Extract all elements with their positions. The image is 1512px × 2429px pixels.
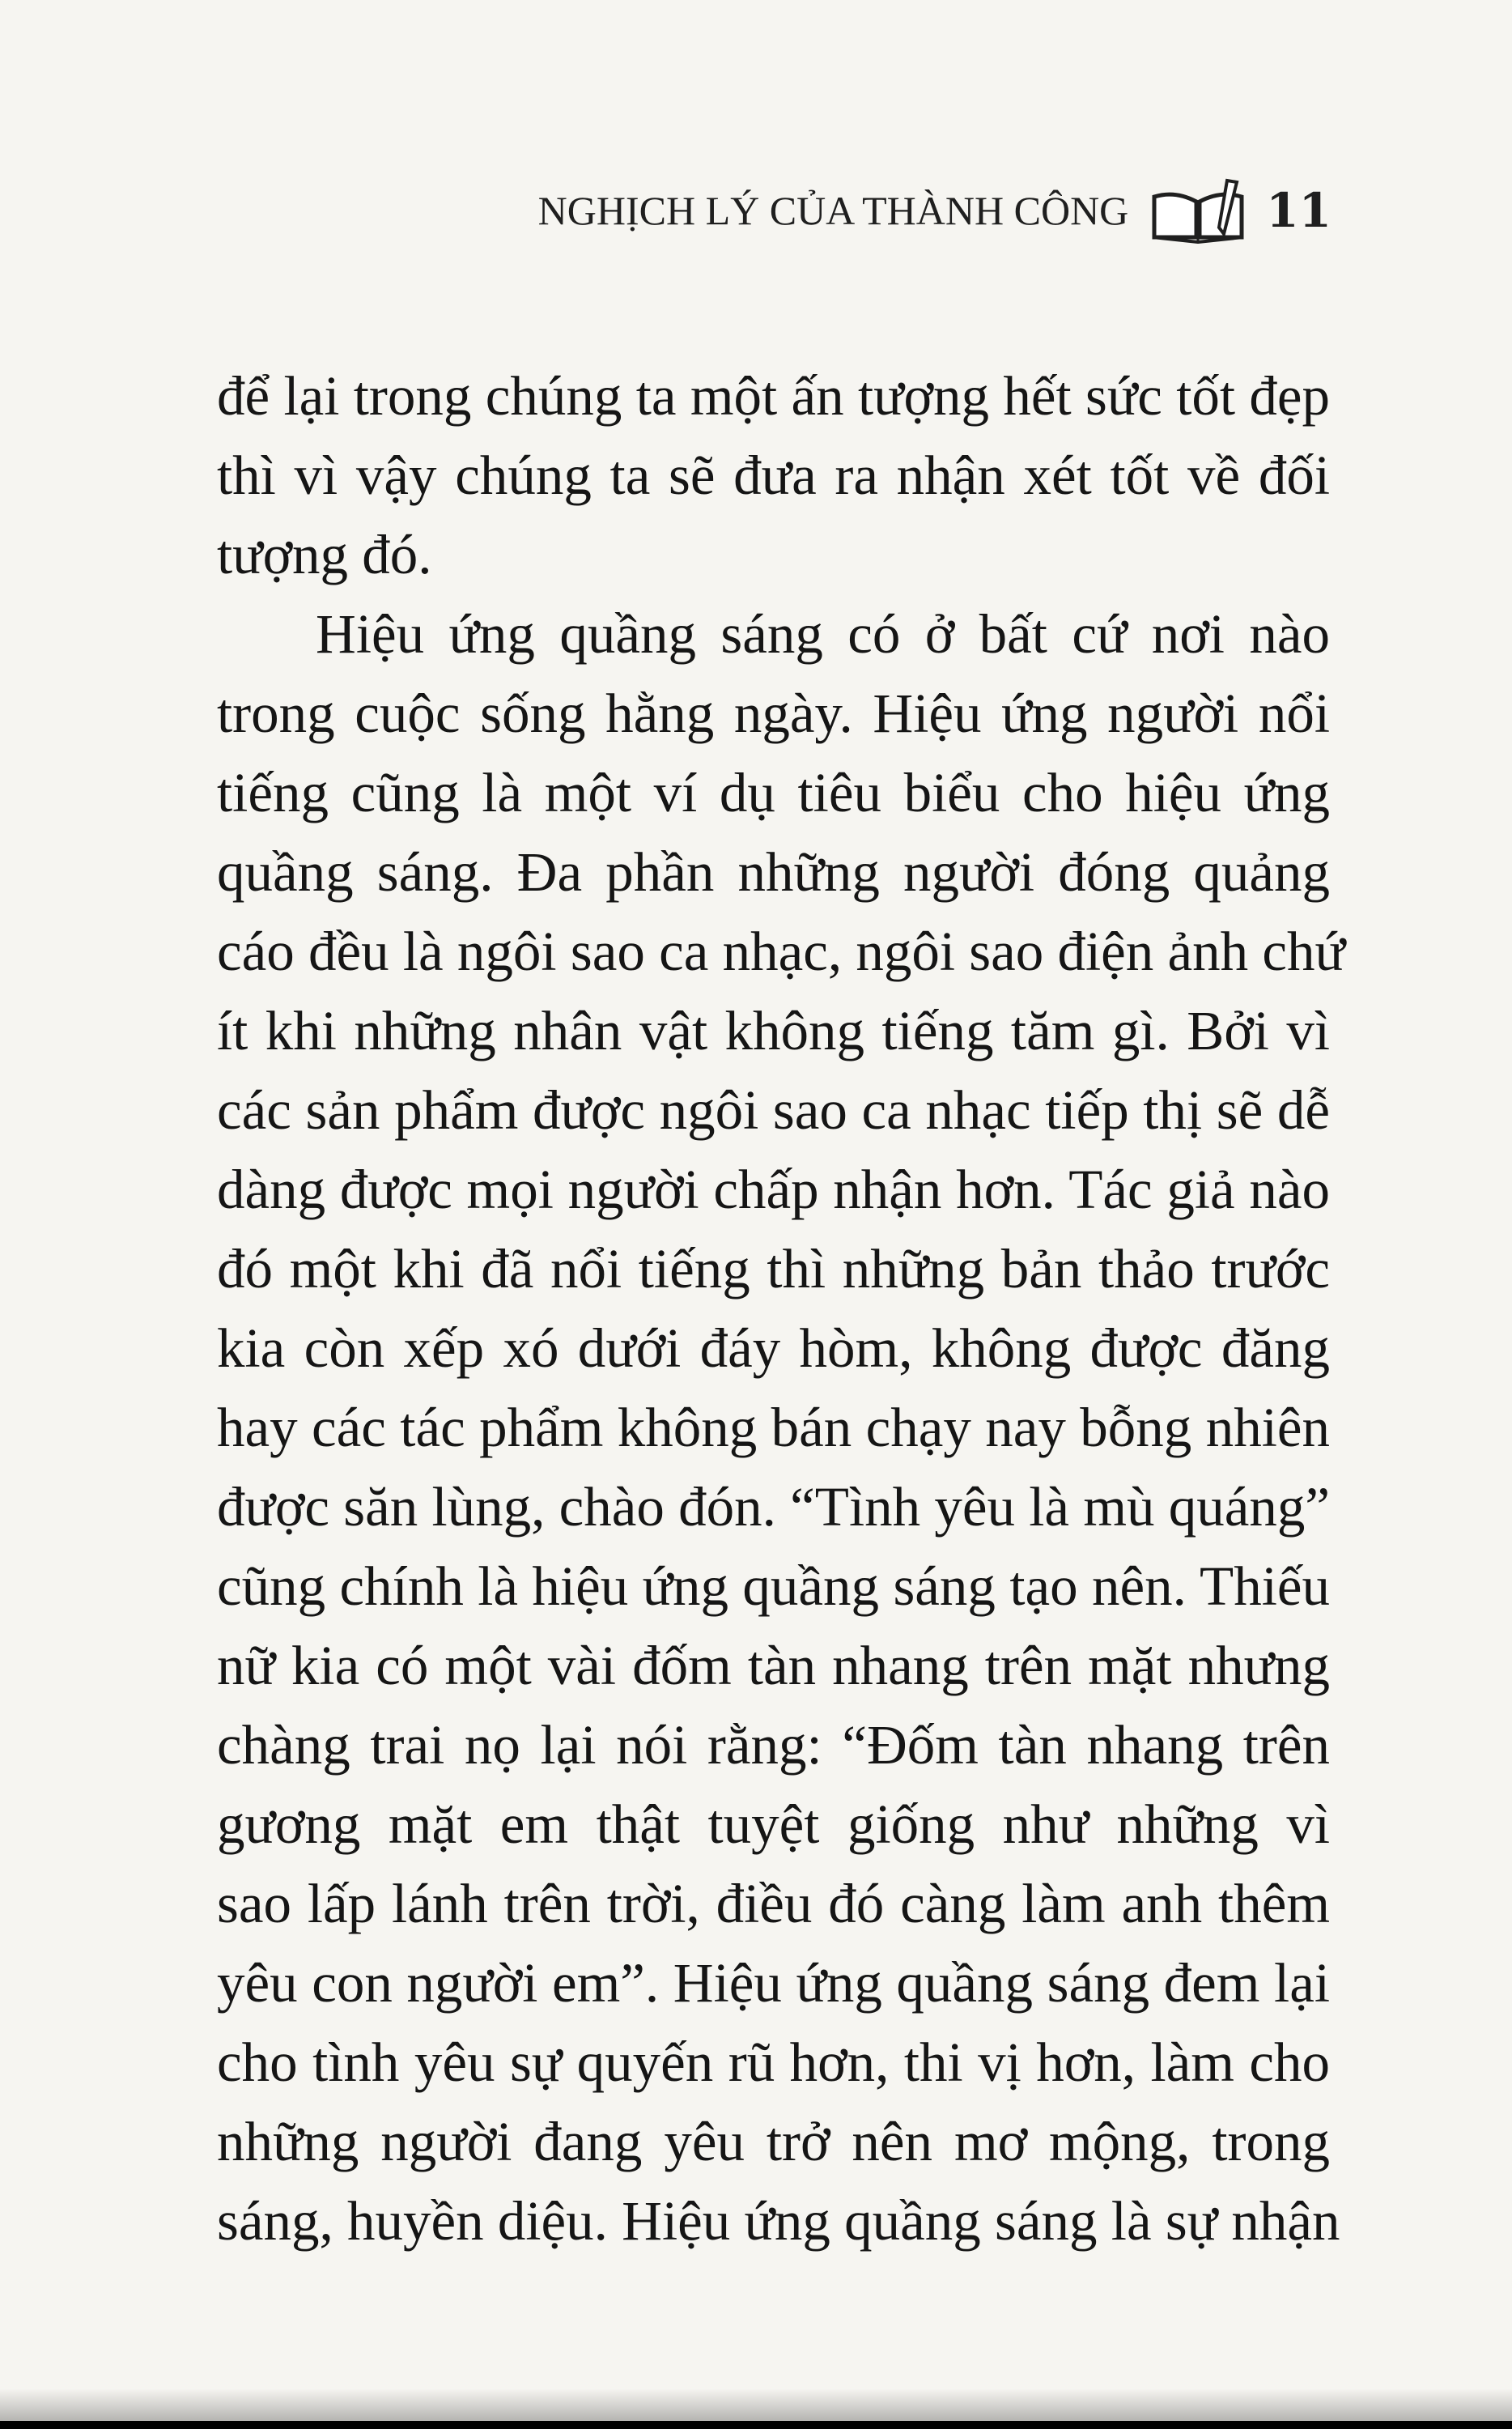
text-line: được săn lùng, chào đón. “Tình yêu là mù quáng” xyxy=(217,1476,1330,1538)
text-line: tiếng cũng là một ví dụ tiêu biểu cho hiệu ứng xyxy=(217,762,1330,823)
chapter-title: NGHỊCH LÝ CỦA THÀNH CÔNG xyxy=(537,188,1129,233)
text-line: chàng trai nọ lại nói rằng: “Đốm tàn nhang trên xyxy=(217,1714,1330,1776)
text-line: sáng, huyền diệu. Hiệu ứng quầng sáng là sự nhận xyxy=(217,2190,1340,2252)
text-line: đó một khi đã nổi tiếng thì những bản thảo trước xyxy=(217,1238,1330,1300)
text-line: hay các tác phẩm không bán chạy nay bỗng nhiên xyxy=(217,1397,1330,1458)
text-line: để lại trong chúng ta một ấn tượng hết sức tốt đẹp xyxy=(217,365,1330,427)
text-line: trong cuộc sống hằng ngày. Hiệu ứng người nổi xyxy=(217,683,1330,744)
open-book-icon xyxy=(1149,177,1247,244)
text-line: yêu con người em”. Hiệu ứng quầng sáng đem lại xyxy=(217,1952,1330,2014)
paragraph-2 xyxy=(217,594,1345,2261)
text-line: cáo đều là ngôi sao ca nhạc, ngôi sao điện ảnh chứ xyxy=(217,921,1345,982)
text-line: kia còn xếp xó dưới đáy hòm, không được đăng xyxy=(217,1317,1330,1379)
text-line: cho tình yêu sự quyến rũ hơn, thi vị hơn, làm cho xyxy=(217,2031,1330,2093)
text-line: ít khi những nhân vật không tiếng tăm gì. Bởi vì xyxy=(217,1000,1330,1061)
page-number: 11 xyxy=(1266,183,1331,238)
text-line: những người đang yêu trở nên mơ mộng, trong xyxy=(217,2111,1330,2172)
text-line: thì vì vậy chúng ta sẽ đưa ra nhận xét tốt về đối xyxy=(217,445,1330,506)
text-line: quầng sáng. Đa phần những người đóng quảng xyxy=(217,841,1330,903)
running-header xyxy=(537,166,1331,255)
text-line: nữ kia có một vài đốm tàn nhang trên mặt nhưng xyxy=(217,1635,1330,1696)
text-line: sao lấp lánh trên trời, điều đó càng làm anh thêm xyxy=(217,1873,1330,1934)
page-bottom-shadow xyxy=(0,2389,1512,2421)
text-line: dàng được mọi người chấp nhận hơn. Tác giả nào xyxy=(217,1159,1330,1220)
paragraph-1 xyxy=(217,356,1330,594)
text-line: Hiệu ứng quầng sáng có ở bất cứ nơi nào xyxy=(316,603,1330,665)
text-line: cũng chính là hiệu ứng quầng sáng tạo nên. Thiếu xyxy=(217,1555,1330,1617)
text-line: các sản phẩm được ngôi sao ca nhạc tiếp thị sẽ dễ xyxy=(217,1079,1330,1141)
text-line: tượng đó. xyxy=(217,524,432,585)
body-text xyxy=(217,356,1345,2261)
text-line: gương mặt em thật tuyệt giống như những vì xyxy=(217,1793,1330,1855)
